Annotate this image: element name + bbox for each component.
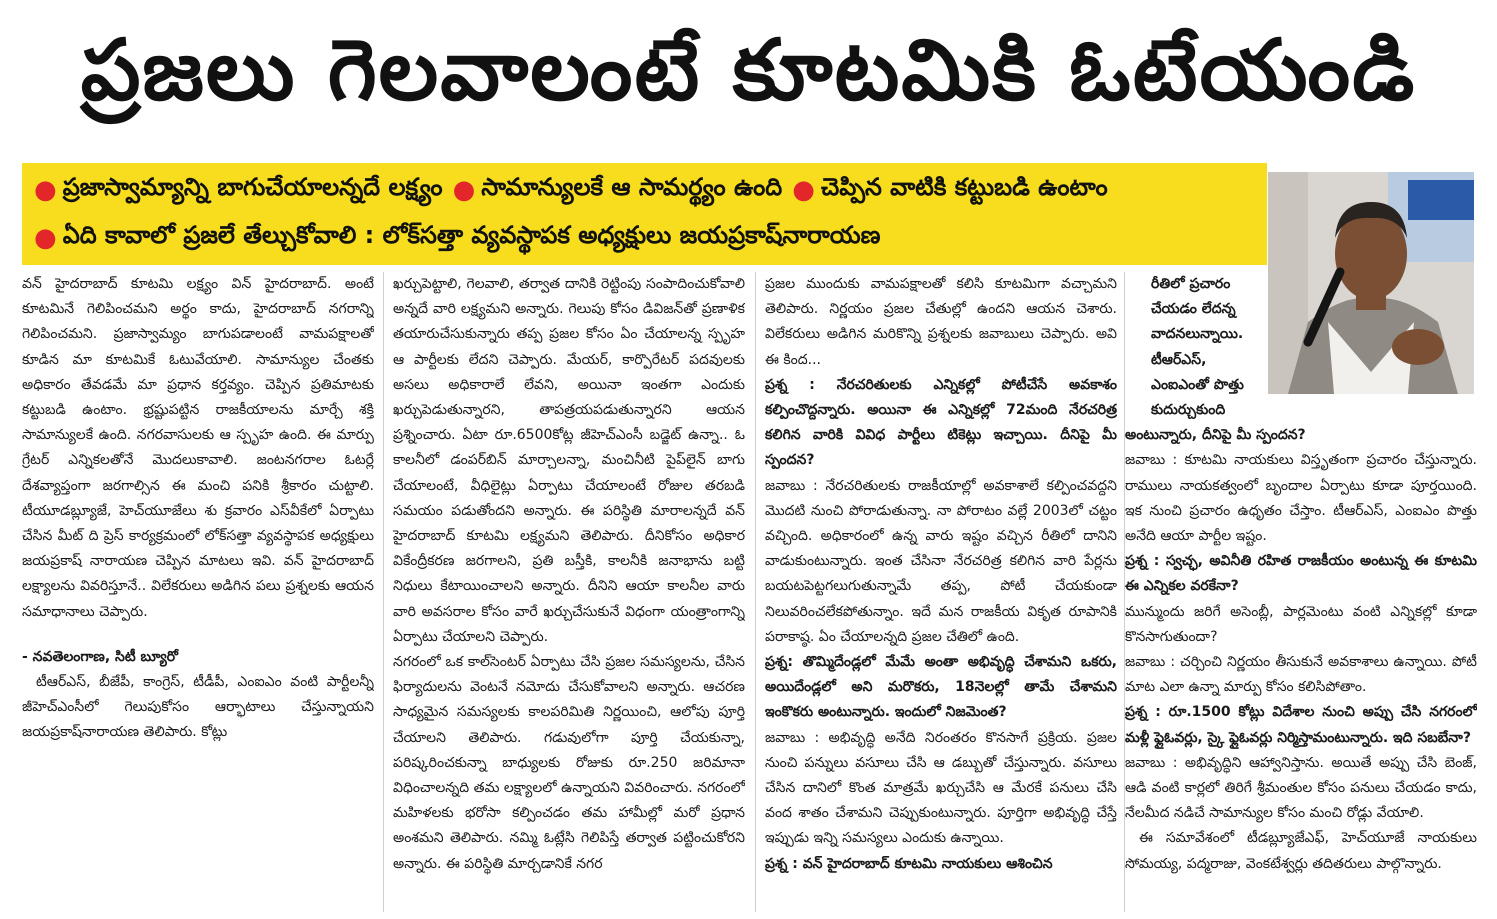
lead-paragraph: వన్ హైదరాబాద్ కూటమి లక్ష్యం విన్ హైదరాబాద్. అంటే కూటమినే గెలిపించమని అర్థం కాదు, హైదరాబాద్ నగరాన్ని గెలిపించమని. ప్రజాస్వామ్యం బాగుపడాలంటే వామపక్షాలతో కూడిన మా కూటమికే ఓటువేయాలి. సామాన్యుల చేంతకు అధికారం తేవడమే మా ప్రధాన కర్తవ్యం. చెప్పిన ప్రతిమాటకు కట్టుబడి ఉంటాం. భ్రష్టుపట్టిన రాజకీయాలను మార్చే శక్తి సామాన్యులకే ఉంది. నగరవాసులకు ఆ స్పృహ ఉంది. ఈ మార్పు గ్రేటర్ ఎన్నికలతోనే మొదలుకావాలి. జంటనగరాల ఓటర్లే దేశవ్యాప్తంగా జరగాల్సిన ఈ మంచి పనికి శ్రీకారం చుట్టాలి. టీయూడబ్ల్యూజే, హెచ్‌యూజేలు శు క్రవారం ఎస్‌వీకేలో ఏర్పాటు చేసిన మీట్ ది ప్రెస్ కార్యక్రమంలో లోక్‌సత్తా వ్యవస్థాపక అధ్యక్షులు జయప్రకాష్ నారాయణ చెప్పిన మాటలు ఇవి. వన్ హైదరాబాద్ లక్ష్యాలను వివరిస్తూనే.. విలేకరులు అడిగిన పలు ప్రశ్నలకు ఆయన సమాధానాలు చెప్పారు. (22, 276, 374, 620)
body-paragraph: నగరంలో ఒక కాల్‌సెంటర్ ఏర్పాటు చేసి ప్రజల సమస్యలను, చేసిన ఫిర్యాదులను వెంటనే నమోదు చేసుకోవాలని అన్నారు. ఆచరణ సాధ్యమైన సమస్యలకు కాలపరిమితి నిర్ణయించి, ఆలోపు పూర్తి చేయాలని తెలిపారు. గడువులోగా పూర్తి చేయకున్నా, పరిష్కరించకున్నా బాధ్యులకు రోజుకు రూ.250 జరిమానా విధించాలన్నది తమ లక్ష్యాలలో ఉన్నాయని వివరించారు. నగరంలో మహిళలకు భరోసా కల్పించడం తమ హామీల్లో మరో ప్రధాన అంశమని తెలిపారు. నమ్మి ఓట్లేసి గెలిపిస్తే తర్వాత పట్టించుకోరని అన్నారు. ఈ పరిస్థితి మార్చడానికే నగర (393, 654, 745, 872)
bullet-icon: ● (792, 175, 815, 205)
question: ప్రశ్న : రూ.1500 కోట్లు విదేశాల నుంచి అప్పు చేసి నగరంలో మళ్లీ ఫ్లైఓవర్లు, స్కై ఫ్లైఓవర్లు నిర్మిస్తామంటున్నారు. ఇది సబబేనా? (1125, 704, 1477, 746)
banner-line-2 (34, 215, 1259, 261)
answer: జవాబు : అభివృద్ధిని ఆహ్వానిస్తాను. అయితే అప్పు చేసి బెంజ్, ఆడి వంటి కార్లలో తిరిగే శ్రీమంతుల కోసం పనులు చేయడం కాదు, నేలమీద నడిచే సామాన్యుల కోసం మంచి రోడ్లు వేయాలి. (1125, 754, 1477, 822)
banner-point: సామాన్యులకే ఆ సామర్థ్యం ఉంది (481, 173, 783, 201)
question: ప్రశ్న : నేరచరితులకు ఎన్నికల్లో పోటీచేసే అవకాశం కల్పించొద్దన్నారు. అయినా ఈ ఎన్నికల్లో 72మంది నేరచరిత్ర కలిగిన వారికి వివిధ పార్టీలు టికెట్లు ఇచ్చాయి. దీనిపై మీ స్పందన? (765, 376, 1117, 469)
body-paragraph: మున్ముందు జరిగే అసెంబ్లీ, పార్లమెంటు వంటి ఎన్నికల్లో కూడా కొనసాగుతుందా? (1125, 603, 1477, 645)
body-paragraph: టీఆర్‌ఎస్, బీజేపీ, కాంగ్రెస్, టీడీపీ, ఎంఐఎం వంటి పార్టీలన్నీ జీహెచ్‌ఎంసీలో గెలుపుకోసం ఆర్భాటాలు చేస్తున్నాయని జయప్రకాష్‌నారాయణ తెలిపారు. కోట్లు (22, 674, 374, 741)
answer: జవాబు : అభివృద్ధి అనేది నిరంతరం కొనసాగే ప్రక్రియ. ప్రజల నుంచి పన్నులు వసూలు చేసి ఆ డబ్బుతో చేస్తున్నారు. వసూలు చేసిన దానిలో కొంత మాత్రమే ఖర్చుచేసి ఆ మేరకే పనులు చేసి వంద శాతం చేశామని చెప్పుకుంటున్నారు. పూర్తిగా అభివృద్ధి చేస్తే ఇప్పుడు ఇన్ని సమస్యలు ఎందుకు ఉన్నాయి. (765, 729, 1117, 847)
banner-line-1 (34, 167, 1259, 213)
answer: జవాబు : కూటమి నాయకులు విస్తృతంగా ప్రచారం చేస్తున్నారు. రాములు నాయకత్వంలో బృందాల ఏర్పాటు కూడా పూర్తయింది. ఇక నుంచి ప్రచారం ఉధృతం చేస్తాం. టీఆర్‌ఎస్, ఎంఐఎం పొత్తు అనేది ఆయా పార్టీల ఇష్టం. (1125, 452, 1477, 545)
subhead-banner (22, 163, 1267, 265)
dateline: - నవతెలంగాణ, సిటీ బ్యూరో (22, 648, 179, 665)
column-divider (383, 272, 384, 912)
question: ప్రశ్న : వన్ హైదరాబాద్ కూటమి నాయకులు ఆశించిన (765, 855, 1053, 872)
bullet-icon: ● (34, 175, 57, 205)
banner-point: చెప్పిన వాటికి కట్టుబడి ఉంటాం (820, 173, 1108, 201)
article-column-3 (765, 272, 1117, 877)
article-column-2 (393, 272, 745, 877)
article-column-4 (1125, 272, 1477, 877)
banner-point: ప్రజాస్వామ్యాన్ని బాగుచేయాలన్నదే లక్ష్యం (62, 173, 443, 201)
bullet-icon: ● (34, 223, 57, 253)
closing-paragraph: ఈ సమావేశంలో టీడబ్ల్యూజేఎఫ్, హెచ్‌యూజే నాయకులు సోమయ్య, పద్మరాజు, వెంకటేశ్వర్లు తదితరులు పాల్గొన్నారు. (1125, 830, 1477, 872)
answer: జవాబు : చర్చించి నిర్ణయం తీసుకునే అవకాశాలు ఉన్నాయి. పోటీ మాట ఎలా ఉన్నా మార్పు కోసం కలిసిపోతాం. (1125, 654, 1477, 696)
answer: జవాబు : నేరచరితులకు రాజకీయాల్లో అవకాశాలే కల్పించవద్దని మొదటి నుంచి పోరాడుతున్నా. నా పోరాటం వల్లే 2003లో చట్టం వచ్చింది. అధికారంలో ఉన్న వారు ఇష్టం వచ్చిన రీతిలో దానిని వాడుకుంటున్నారు. ఇంత చేసినా నేరచరిత్ర కలిగిన వారి పేర్లను బయటపెట్టగలుగుతున్నామే తప్ప, పోటీ చేయకుండా నిలువరించలేకపోతున్నాం. ఇదే మన రాజకీయ వికృత రూపానికి పరాకాష్ఠ. ఏం చేయాలన్నది ప్రజల చేతిలో ఉంది. (765, 477, 1117, 645)
bullet-icon: ● (452, 175, 476, 205)
body-paragraph: ప్రజల ముందుకు వామపక్షాలతో కలిసి కూటమిగా వచ్చామని తెలిపారు. నిర్ణయం ప్రజల చేతుల్లో ఉందని ఆయన చెశారు. విలేకరులు అడిగిన మరికొన్ని ప్రశ్నలకు జవాబులు చెప్పారు. అవి ఈ కింద... (765, 276, 1117, 368)
headline: ప్రజలు గెలవాలంటే కూటమికి ఓటేయండి (80, 20, 1417, 119)
question: ప్రశ్న : స్వచ్ఛ, అవినీతి రహిత రాజకీయం అంటున్న ఈ కూటమి ఈ ఎన్నికల వరకేనా? (1125, 553, 1477, 595)
column-divider (755, 272, 756, 912)
body-paragraph: ఖర్చుపెట్టాలి, గెలవాలి, తర్వాత దానికి రెట్టింపు సంపాదించుకోవాలి అన్నదే వారి లక్ష్యమని అన్నారు. గెలుపు కోసం డివిజన్‌తో ప్రణాళిక తయారుచేసుకున్నారు తప్ప ప్రజల కోసం ఏం చేయాలన్న స్పృహ ఆ పార్టీలకు లేదని చెప్పారు. మేయర్, కార్పొరేటర్ పదవులకు అసలు అధికారాలే లేవని, అయినా ఇంతగా ఎందుకు ఖర్చుపెడుతున్నారని, తాపత్రయపడుతున్నారని ఆయన ప్రశ్నించారు. ఏటా రూ.6500కోట్ల జీహెచ్‌ఎంసీ బడ్జెట్ ఉన్నా.. ఓ కాలనీలో డంపర్‌బిన్ మార్చాలన్నా, మంచినీటి పైప్‌లైన్ బాగు చేయాలంటే, వీధిలైట్లు ఏర్పాటు చేయాలంటే రోజుల తరబడి సమయం పడుతోందని అన్నారు. ఈ పరిస్థితి మారాలన్నదే వన్ హైదరాబాద్ కూటమి లక్ష్యమని తెలిపారు. దీనికోసం అధికార వికేంద్రీకరణ జరగాలని, ప్రతి బస్తీకి, కాలనీకి జనాభాను బట్టి నిధులు కేటాయించాలని అన్నారు. దీనిని ఆయా కాలనీల వారు వారి అవసరాల కోసం వారే ఖర్చుచేసుకునే విధంగా యంత్రాంగాన్ని ఏర్పాటు చేయాలని చెప్పారు. (393, 276, 745, 645)
question: ప్రశ్న: తొమ్మిదేండ్లలో మేమే అంతా అభివృద్ధి చేశామని ఒకరు, అయిదేండ్లలో అని మరొకరు, 18నెలల్లో తామే చేశామని ఇంకొకరు అంటున్నారు. ఇందులో నిజమెంత? (765, 654, 1117, 721)
question: అంటున్నారు, దీనిపై మీ స్పందన? (1125, 427, 1306, 444)
question: రీతిలో ప్రచారం చేయడం లేదన్న వాదనలున్నాయి. టీఆర్‌ఎస్, ఎంఐఎంతో పొత్తు కుదుర్చుకుంది (1151, 276, 1244, 419)
banner-point: ఏది కావాలో ప్రజలే తేల్చుకోవాలి : లోక్‌సత్తా వ్యవస్థాపక అధ్యక్షులు జయప్రకాష్‌నారాయణ (62, 221, 881, 249)
article-column-1 (22, 272, 374, 746)
